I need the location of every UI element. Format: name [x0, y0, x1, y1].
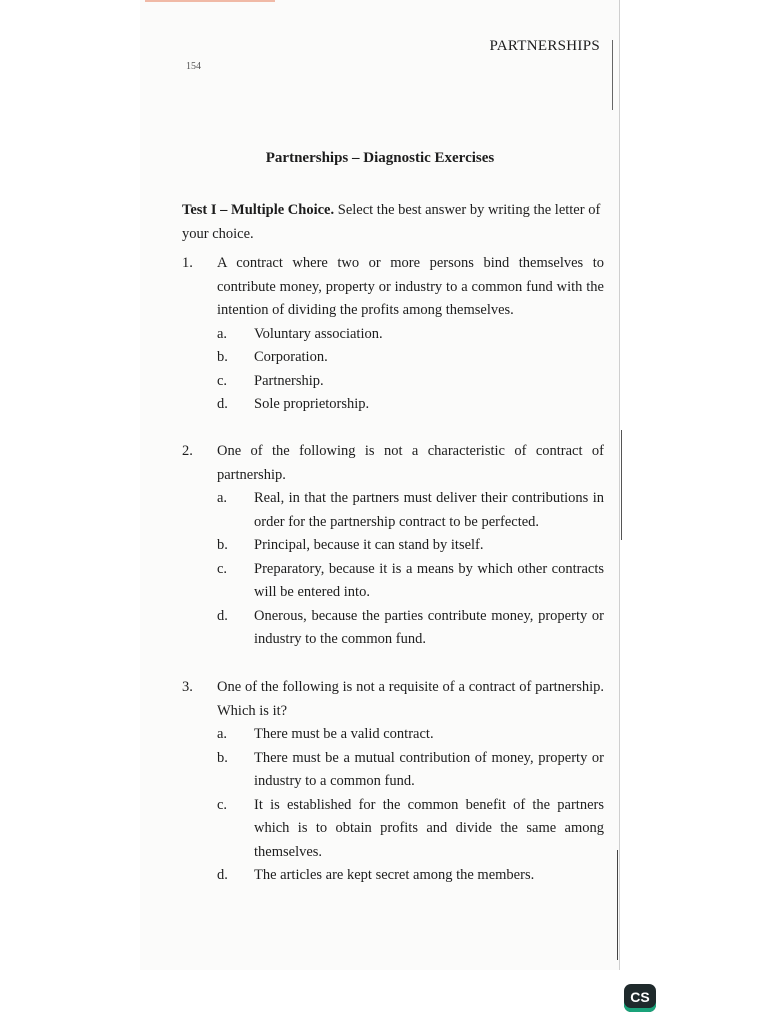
choice: [217, 370, 604, 394]
question-number: 2.: [182, 443, 193, 459]
page-right-edge: [619, 0, 620, 970]
choice-text: Principal, because it can stand by itself.: [254, 537, 484, 553]
scan-edge-line: [621, 430, 622, 540]
choice-letter: b.: [217, 349, 228, 365]
choice-letter: d.: [217, 607, 228, 624]
choice-text: Voluntary association.: [254, 325, 383, 342]
choice: [217, 558, 604, 605]
question-text: One of the following is not a characteristic of contract of partnership.: [217, 443, 604, 483]
test-instruction-text: Select the best answer by writing the letter of your choice.: [182, 202, 601, 242]
choice-text: Real, in that the partners must deliver their contributions in order for the partnership contract to be perfected.: [254, 490, 604, 530]
question-text: One of the following is not a requisite of a contract of partnership. Which is it?: [217, 679, 604, 719]
scan-edge-line: [612, 40, 613, 110]
choice-letter: b.: [217, 749, 228, 766]
choice: [217, 393, 604, 417]
choice-text: There must be a valid contract.: [254, 726, 434, 742]
choice-letter: c.: [217, 796, 228, 813]
question-2: [182, 440, 604, 652]
question-1: [182, 252, 604, 417]
choice-letter: d.: [217, 396, 228, 412]
choice: [217, 864, 604, 888]
choice: [217, 323, 604, 347]
choice: [217, 723, 604, 747]
choice: [217, 487, 604, 534]
question-number: 1.: [182, 255, 193, 271]
choice-letter: c.: [217, 372, 228, 389]
choice-text: Preparatory, because it is a means by which other contracts will be entered into.: [254, 560, 604, 600]
choice-letter: a.: [217, 325, 228, 342]
choice: [217, 794, 604, 865]
choice-text: The articles are kept secret among the members.: [254, 867, 535, 883]
question-text: A contract where two or more persons bind themselves to contribute money, property or industry to a common fund with the intention of dividing the profits among themselves.: [217, 255, 604, 318]
choice-letter: a.: [217, 726, 228, 742]
choice: [217, 534, 604, 558]
choice-letter: a.: [217, 490, 228, 506]
choice-letter: c.: [217, 560, 228, 577]
choice-text: There must be a mutual contribution of money, property or industry to a common fund.: [254, 749, 604, 789]
choice-letter: b.: [217, 537, 228, 553]
choice: [217, 346, 604, 370]
scan-edge-line: [617, 850, 618, 960]
question-number: 3.: [182, 679, 193, 695]
choice: [217, 605, 604, 652]
choice-text: It is established for the common benefit of the partners which is to obtain profits and divide the same among themselves.: [254, 796, 604, 860]
page-edge-mark: [145, 0, 275, 2]
choice-text: Onerous, because the parties contribute money, property or industry to the common fund.: [254, 607, 604, 647]
choice-text: Partnership.: [254, 372, 324, 389]
page-title: Partnerships – Diagnostic Exercises: [265, 150, 495, 166]
camscanner-logo-icon: CS: [624, 984, 656, 1012]
choice-letter: d.: [217, 867, 228, 883]
page-number: 154: [186, 61, 201, 72]
choice-text: Corporation.: [254, 349, 328, 365]
choice-text: Sole proprietorship.: [254, 396, 370, 412]
choice: [217, 747, 604, 794]
test-instructions: [182, 198, 602, 246]
running-header: PARTNERSHIPS: [489, 38, 600, 54]
question-3: [182, 676, 604, 888]
test-label: Test I – Multiple Choice.: [182, 202, 335, 218]
